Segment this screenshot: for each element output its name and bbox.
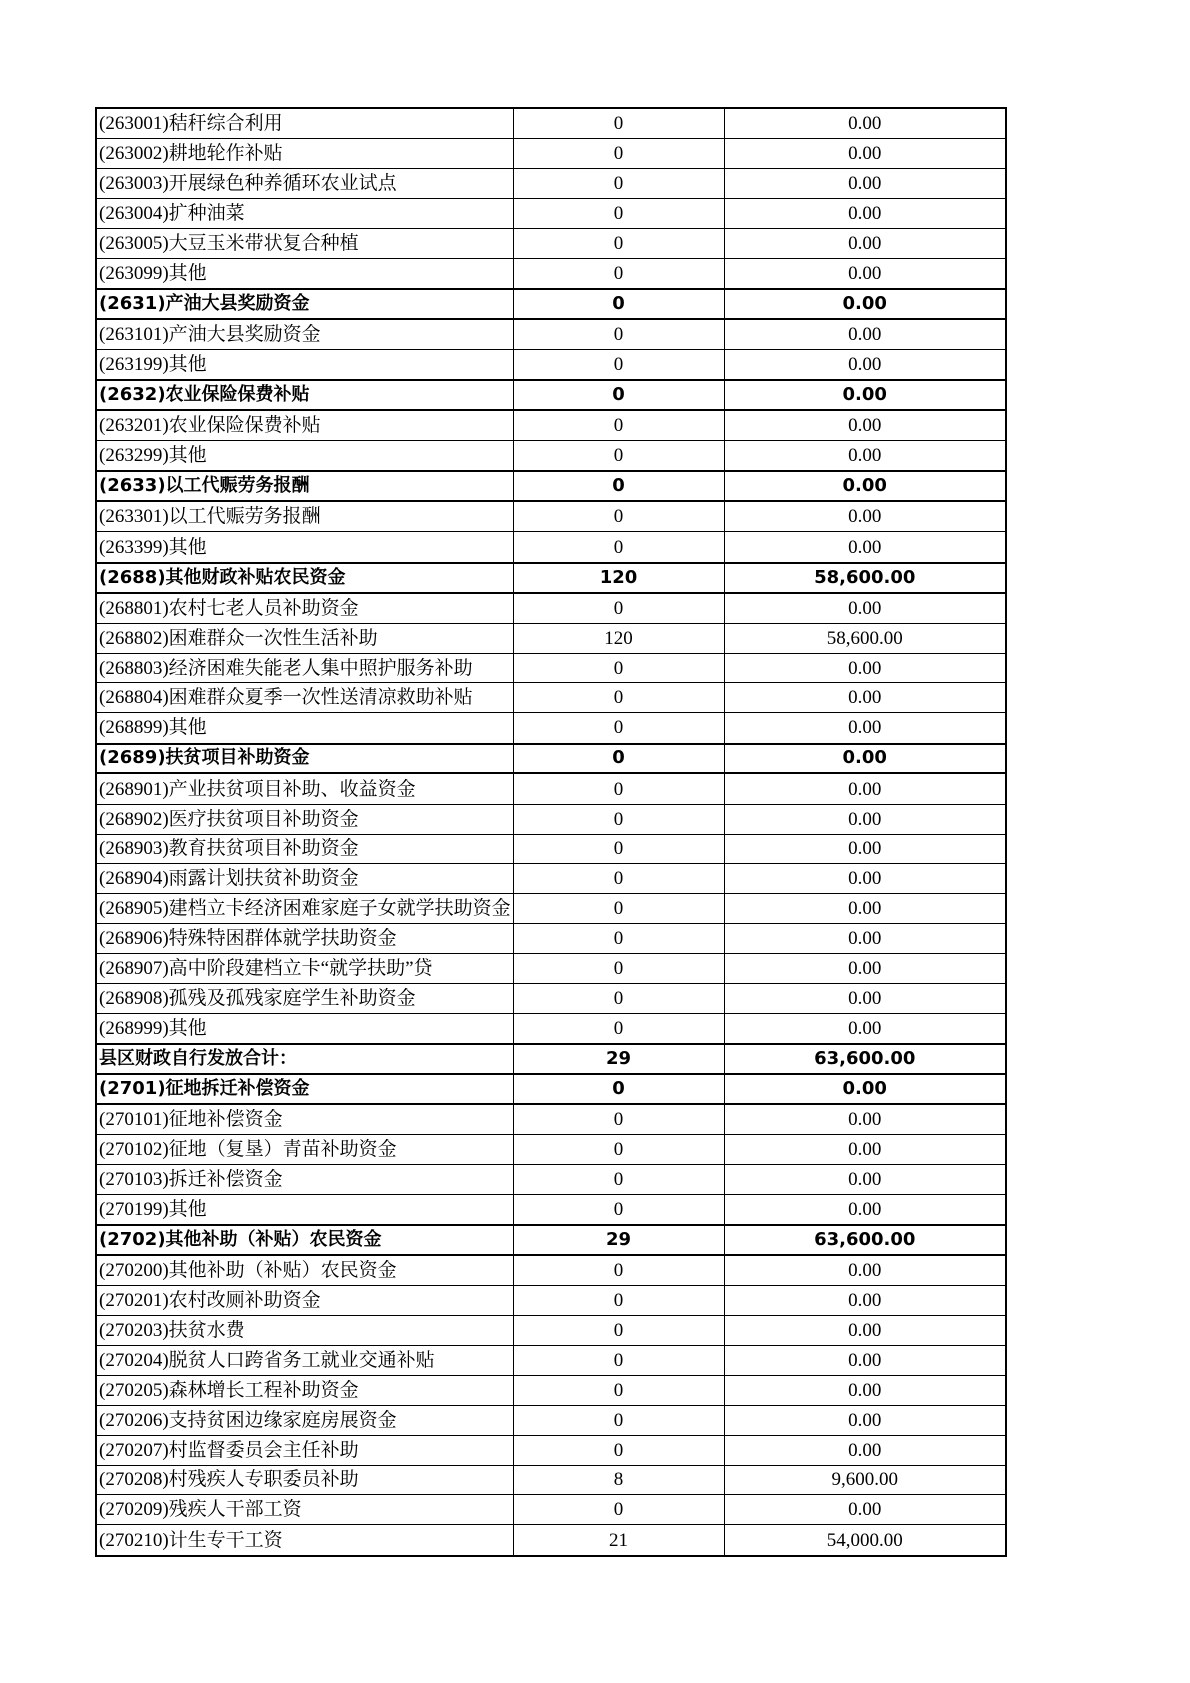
count-value: 0: [513, 1074, 724, 1104]
subsidy-funds-table: [95, 107, 1007, 1557]
amount-value: 0.00: [724, 1013, 1006, 1044]
count-value: 0: [513, 593, 724, 624]
item-label: (263301)以工代赈劳务报酬: [96, 501, 513, 532]
amount-value: 0.00: [724, 1074, 1006, 1104]
amount-value: 0.00: [724, 289, 1006, 319]
count-value: 0: [513, 1104, 724, 1135]
item-label: 县区财政自行发放合计：: [96, 1044, 513, 1074]
item-label: (270201)农村改厕补助资金: [96, 1286, 513, 1316]
amount-value: 63,600.00: [724, 1044, 1006, 1074]
amount-value: 0.00: [724, 773, 1006, 804]
amount-value: 0.00: [724, 108, 1006, 139]
count-value: 120: [513, 563, 724, 593]
item-label: (2631)产油大县奖励资金: [96, 289, 513, 319]
amount-value: 0.00: [724, 924, 1006, 954]
table-row: [96, 1495, 1006, 1525]
item-label: (268899)其他: [96, 713, 513, 744]
table-row: [96, 1316, 1006, 1346]
table-row: [96, 834, 1006, 864]
item-label: (268803)经济困难失能老人集中照护服务补助: [96, 653, 513, 683]
item-label: (270199)其他: [96, 1194, 513, 1225]
amount-value: 0.00: [724, 410, 1006, 441]
count-value: 0: [513, 1255, 724, 1286]
count-value: 8: [513, 1465, 724, 1495]
amount-value: 0.00: [724, 1286, 1006, 1316]
section-summary-row: [96, 563, 1006, 593]
count-value: 0: [513, 804, 724, 834]
count-value: 0: [513, 1435, 724, 1465]
table-row: [96, 532, 1006, 563]
amount-value: 0.00: [724, 198, 1006, 228]
table-row: [96, 924, 1006, 954]
count-value: 0: [513, 350, 724, 381]
amount-value: 0.00: [724, 471, 1006, 501]
count-value: 0: [513, 713, 724, 744]
count-value: 0: [513, 228, 724, 258]
amount-value: 0.00: [724, 593, 1006, 624]
section-summary-row: [96, 471, 1006, 501]
section-summary-row: [96, 1225, 1006, 1255]
table-row: [96, 1435, 1006, 1465]
amount-value: 0.00: [724, 532, 1006, 563]
table-row: [96, 1164, 1006, 1194]
count-value: 0: [513, 924, 724, 954]
amount-value: 0.00: [724, 804, 1006, 834]
amount-value: 0.00: [724, 834, 1006, 864]
item-label: (2632)农业保险保费补贴: [96, 380, 513, 410]
item-label: (268907)高中阶段建档立卡“就学扶助”贷: [96, 954, 513, 984]
table-row: [96, 713, 1006, 744]
amount-value: 0.00: [724, 350, 1006, 381]
item-label: (263002)耕地轮作补贴: [96, 139, 513, 169]
table-row: [96, 169, 1006, 199]
item-label: (263399)其他: [96, 532, 513, 563]
count-value: 0: [513, 984, 724, 1014]
item-label: (268908)孤残及孤残家庭学生补助资金: [96, 984, 513, 1014]
amount-value: 0.00: [724, 984, 1006, 1014]
count-value: 0: [513, 954, 724, 984]
table-row: [96, 864, 1006, 894]
amount-value: 9,600.00: [724, 1465, 1006, 1495]
item-label: (2702)其他补助（补贴）农民资金: [96, 1225, 513, 1255]
count-value: 120: [513, 623, 724, 653]
count-value: 0: [513, 773, 724, 804]
table-row: [96, 1135, 1006, 1165]
item-label: (268801)农村七老人员补助资金: [96, 593, 513, 624]
count-value: 0: [513, 1316, 724, 1346]
item-label: (2701)征地拆迁补偿资金: [96, 1074, 513, 1104]
count-value: 0: [513, 108, 724, 139]
count-value: 0: [513, 1345, 724, 1375]
count-value: 0: [513, 501, 724, 532]
count-value: 0: [513, 258, 724, 289]
amount-value: 0.00: [724, 1495, 1006, 1525]
table-row: [96, 954, 1006, 984]
table-row: [96, 228, 1006, 258]
item-label: (268802)困难群众一次性生活补助: [96, 623, 513, 653]
amount-value: 0.00: [724, 713, 1006, 744]
count-value: 0: [513, 441, 724, 472]
amount-value: 58,600.00: [724, 623, 1006, 653]
section-summary-row: [96, 744, 1006, 774]
item-label: (2633)以工代赈劳务报酬: [96, 471, 513, 501]
amount-value: 0.00: [724, 1135, 1006, 1165]
table-row: [96, 1013, 1006, 1044]
item-label: (270208)村残疾人专职委员补助: [96, 1465, 513, 1495]
amount-value: 0.00: [724, 1255, 1006, 1286]
table-row: [96, 410, 1006, 441]
table-row: [96, 258, 1006, 289]
amount-value: 0.00: [724, 319, 1006, 350]
count-value: 29: [513, 1044, 724, 1074]
amount-value: 0.00: [724, 1316, 1006, 1346]
table-row: [96, 319, 1006, 350]
table-row: [96, 441, 1006, 472]
count-value: 0: [513, 1405, 724, 1435]
section-summary-row: [96, 1074, 1006, 1104]
item-label: (263201)农业保险保费补贴: [96, 410, 513, 441]
amount-value: 0.00: [724, 169, 1006, 199]
table-row: [96, 1194, 1006, 1225]
item-label: (263101)产油大县奖励资金: [96, 319, 513, 350]
item-label: (270207)村监督委员会主任补助: [96, 1435, 513, 1465]
amount-value: 0.00: [724, 1164, 1006, 1194]
item-label: (268901)产业扶贫项目补助、收益资金: [96, 773, 513, 804]
section-summary-row: [96, 380, 1006, 410]
subsidy-table-body: [96, 108, 1006, 1556]
amount-value: 0.00: [724, 1104, 1006, 1135]
table-row: [96, 1104, 1006, 1135]
item-label: (268804)困难群众夏季一次性送清凉救助补贴: [96, 683, 513, 713]
amount-value: 0.00: [724, 1345, 1006, 1375]
amount-value: 0.00: [724, 653, 1006, 683]
count-value: 0: [513, 410, 724, 441]
amount-value: 0.00: [724, 380, 1006, 410]
table-row: [96, 773, 1006, 804]
count-value: 29: [513, 1225, 724, 1255]
count-value: 0: [513, 532, 724, 563]
table-row: [96, 804, 1006, 834]
item-label: (263001)秸秆综合利用: [96, 108, 513, 139]
table-row: [96, 1525, 1006, 1556]
count-value: 0: [513, 319, 724, 350]
table-row: [96, 501, 1006, 532]
table-row: [96, 683, 1006, 713]
table-row: [96, 593, 1006, 624]
item-label: (268905)建档立卡经济困难家庭子女就学扶助资金: [96, 894, 513, 924]
table-row: [96, 350, 1006, 381]
amount-value: 54,000.00: [724, 1525, 1006, 1556]
item-label: (270103)拆迁补偿资金: [96, 1164, 513, 1194]
table-row: [96, 1405, 1006, 1435]
table-row: [96, 1286, 1006, 1316]
item-label: (263099)其他: [96, 258, 513, 289]
count-value: 0: [513, 1013, 724, 1044]
count-value: 0: [513, 1375, 724, 1405]
amount-value: 0.00: [724, 954, 1006, 984]
count-value: 0: [513, 834, 724, 864]
item-label: (270200)其他补助（补贴）农民资金: [96, 1255, 513, 1286]
item-label: (263199)其他: [96, 350, 513, 381]
count-value: 21: [513, 1525, 724, 1556]
table-row: [96, 1375, 1006, 1405]
table-row: [96, 1465, 1006, 1495]
count-value: 0: [513, 169, 724, 199]
amount-value: 0.00: [724, 1435, 1006, 1465]
section-summary-row: [96, 289, 1006, 319]
table-row: [96, 1255, 1006, 1286]
section-summary-row: [96, 1044, 1006, 1074]
count-value: 0: [513, 1194, 724, 1225]
count-value: 0: [513, 139, 724, 169]
amount-value: 0.00: [724, 501, 1006, 532]
table-row: [96, 984, 1006, 1014]
count-value: 0: [513, 380, 724, 410]
amount-value: 0.00: [724, 1375, 1006, 1405]
amount-value: 63,600.00: [724, 1225, 1006, 1255]
item-label: (270203)扶贫水费: [96, 1316, 513, 1346]
amount-value: 0.00: [724, 1194, 1006, 1225]
amount-value: 0.00: [724, 228, 1006, 258]
item-label: (268999)其他: [96, 1013, 513, 1044]
amount-value: 0.00: [724, 258, 1006, 289]
count-value: 0: [513, 1164, 724, 1194]
amount-value: 0.00: [724, 139, 1006, 169]
count-value: 0: [513, 744, 724, 774]
item-label: (270206)支持贫困边缘家庭房展资金: [96, 1405, 513, 1435]
item-label: (268906)特殊特困群体就学扶助资金: [96, 924, 513, 954]
item-label: (2689)扶贫项目补助资金: [96, 744, 513, 774]
count-value: 0: [513, 1495, 724, 1525]
item-label: (270209)残疾人干部工资: [96, 1495, 513, 1525]
amount-value: 0.00: [724, 683, 1006, 713]
item-label: (263003)开展绿色种养循环农业试点: [96, 169, 513, 199]
table-row: [96, 108, 1006, 139]
item-label: (268904)雨露计划扶贫补助资金: [96, 864, 513, 894]
count-value: 0: [513, 864, 724, 894]
item-label: (268902)医疗扶贫项目补助资金: [96, 804, 513, 834]
item-label: (263005)大豆玉米带状复合种植: [96, 228, 513, 258]
amount-value: 0.00: [724, 894, 1006, 924]
count-value: 0: [513, 683, 724, 713]
item-label: (263299)其他: [96, 441, 513, 472]
item-label: (268903)教育扶贫项目补助资金: [96, 834, 513, 864]
table-row: [96, 894, 1006, 924]
item-label: (270210)计生专干工资: [96, 1525, 513, 1556]
count-value: 0: [513, 1135, 724, 1165]
amount-value: 0.00: [724, 864, 1006, 894]
table-row: [96, 1345, 1006, 1375]
table-row: [96, 198, 1006, 228]
table-row: [96, 139, 1006, 169]
item-label: (270205)森林增长工程补助资金: [96, 1375, 513, 1405]
count-value: 0: [513, 471, 724, 501]
count-value: 0: [513, 894, 724, 924]
count-value: 0: [513, 198, 724, 228]
table-row: [96, 623, 1006, 653]
amount-value: 0.00: [724, 441, 1006, 472]
item-label: (270102)征地（复垦）青苗补助资金: [96, 1135, 513, 1165]
count-value: 0: [513, 289, 724, 319]
item-label: (270204)脱贫人口跨省务工就业交通补贴: [96, 1345, 513, 1375]
amount-value: 58,600.00: [724, 563, 1006, 593]
count-value: 0: [513, 1286, 724, 1316]
amount-value: 0.00: [724, 744, 1006, 774]
count-value: 0: [513, 653, 724, 683]
item-label: (270101)征地补偿资金: [96, 1104, 513, 1135]
amount-value: 0.00: [724, 1405, 1006, 1435]
table-row: [96, 653, 1006, 683]
item-label: (263004)扩种油菜: [96, 198, 513, 228]
item-label: (2688)其他财政补贴农民资金: [96, 563, 513, 593]
